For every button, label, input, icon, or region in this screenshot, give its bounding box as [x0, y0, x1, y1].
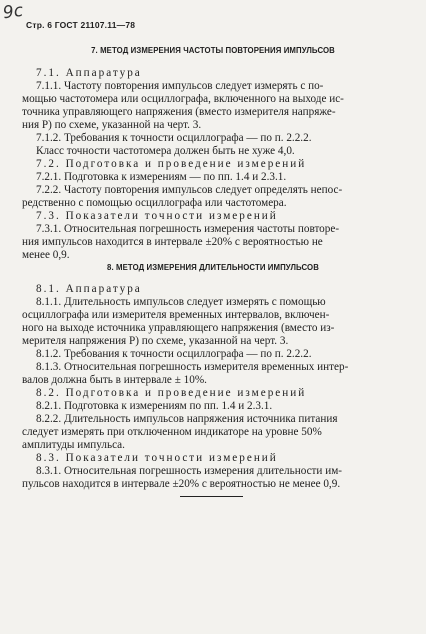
s7-line: 7.3.1. Относительная погрешность измерения частоты повторе-: [36, 223, 340, 235]
s7-line: 7.3. Показатели точности измерений: [36, 210, 278, 222]
s7-line: точника управляющего напряжения (вместо измерителя напряже-: [22, 106, 336, 118]
s7-line: менее 0,9.: [22, 249, 70, 261]
s8-line: 8.1.1. Длительность импульсов следует измерять с помощью: [36, 296, 326, 308]
s7-line: Класс точности частотомера должен быть не хуже 4,0.: [36, 145, 295, 157]
s8-line: 8.2.2. Длительность импульсов напряжения источника питания: [36, 413, 338, 425]
section-8-title: 8. МЕТОД ИЗМЕРЕНИЯ ДЛИТЕЛЬНОСТИ ИМПУЛЬСОВ: [107, 263, 319, 272]
s8-line: 8.2.1. Подготовка к измерениям по пп. 1.4 и 2.3.1.: [36, 400, 273, 412]
s7-line: мощью частотомера или осциллографа, включенного на выходе ис-: [22, 93, 344, 105]
s7-line: 7.1.2. Требования к точности осциллографа — по п. 2.2.2.: [36, 132, 312, 144]
s8-line: 8.1.2. Требования к точности осциллографа — по п. 2.2.2.: [36, 348, 312, 360]
s8-line: 8.1.3. Относительная погрешность измерителя временных интер-: [36, 361, 349, 373]
s8-line: осциллографа или измерителя временных интервалов, включен-: [22, 309, 330, 321]
s8-line: 8.3. Показатели точности измерений: [36, 452, 278, 464]
s8-line: следует измерять при отключенном индикаторе на уровне 50%: [22, 426, 322, 438]
s8-line: валов должна быть в интервале ± 10%.: [22, 374, 207, 386]
closing-rule: [180, 496, 243, 497]
s7-line: 7.2.2. Частоту повторения импульсов следует определять непос-: [36, 184, 343, 196]
s7-line: редственно с помощью осциллографа или частотомера.: [22, 197, 287, 209]
s7-line: ния импульсов находится в интервале ±20% с вероятностью не: [22, 236, 323, 248]
s8-line: мерителя напряжения Р) по схеме, указанной на черт. 3.: [22, 335, 289, 347]
handwritten-page-mark: 9с: [1, 0, 25, 24]
s7-line: 7.2. Подготовка и проведение измерений: [36, 158, 307, 170]
s7-line: 7.1.1. Частоту повторения импульсов следует измерять с по-: [36, 80, 324, 92]
running-head: Стр. 6 ГОСТ 21107.11—78: [26, 20, 136, 30]
s7-line: 7.1. Аппаратура: [36, 67, 142, 79]
s8-line: 8.2. Подготовка и проведение измерений: [36, 387, 307, 399]
s8-line: 8.3.1. Относительная погрешность измерения длительности им-: [36, 465, 343, 477]
s7-line: 7.2.1. Подготовка к измерениям — по пп. 1.4 и 2.3.1.: [36, 171, 287, 183]
s8-line: амплитуды импульса.: [22, 439, 125, 451]
s8-line: 8.1. Аппаратура: [36, 283, 142, 295]
s7-line: ния Р) по схеме, указанной на черт. 3.: [22, 119, 202, 131]
s8-line: пульсов находится в интервале ±20% с вероятностью не менее 0,9.: [22, 478, 341, 490]
s8-line: ного на выходе источника управляющего напряжения (вместо из-: [22, 322, 335, 334]
section-7-title: 7. МЕТОД ИЗМЕРЕНИЯ ЧАСТОТЫ ПОВТОРЕНИЯ ИМПУЛЬСОВ: [91, 46, 335, 55]
